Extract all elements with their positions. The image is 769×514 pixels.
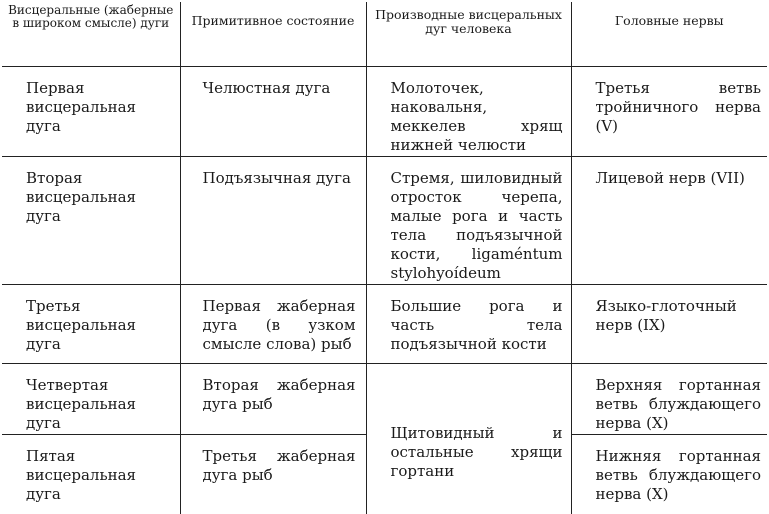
derivatives-text: Щитовидный и остальные хрящи гортани xyxy=(391,424,563,481)
derivatives-text: Большие рога и часть тела подъязычной кости xyxy=(391,297,563,354)
table-header xyxy=(2,2,767,67)
cell-primitive xyxy=(180,435,366,514)
cell-primitive xyxy=(180,285,366,364)
cell-arc xyxy=(2,157,180,285)
nerve-name: Нижняя гортанная ветвь блуждающего нерва (X) xyxy=(596,447,762,504)
cell-derivatives xyxy=(366,157,571,285)
derivatives-text: Стремя, шиловидный отросток черепа, малые рога и часть тела подъязычной кости, ligaméntum stylohyoídeum xyxy=(391,169,563,283)
cell-nerve xyxy=(571,285,767,364)
arc-name: Первая висцеральная дуга xyxy=(26,79,168,136)
table-row xyxy=(2,364,767,435)
cell-nerve xyxy=(571,364,767,435)
cell-primitive xyxy=(180,67,366,157)
table-row xyxy=(2,67,767,157)
arc-name: Четвертая висцеральная дуга xyxy=(26,376,168,433)
primitive-state: Третья жаберная дуга рыб xyxy=(203,447,356,485)
visceral-arches-table xyxy=(2,2,767,514)
arc-name: Пятая висцеральная дуга xyxy=(26,447,168,504)
cell-nerve xyxy=(571,435,767,514)
arc-name: Третья висцеральная дуга xyxy=(26,297,168,354)
cell-derivatives xyxy=(366,67,571,157)
cell-arc xyxy=(2,364,180,435)
nerve-name: Лицевой нерв (VII) xyxy=(596,169,762,188)
table-row xyxy=(2,285,767,364)
primitive-state: Первая жаберная дуга (в узком смысле слова) рыб xyxy=(203,297,356,354)
primitive-state: Челюстная дуга xyxy=(203,79,356,98)
cell-arc xyxy=(2,435,180,514)
header-row xyxy=(2,2,767,67)
header-cranial-nerves: Головные нервы xyxy=(571,2,767,67)
cell-nerve xyxy=(571,67,767,157)
header-primitive-state: Примитивное состояние xyxy=(180,2,366,67)
header-visceral-arches: Висцеральные (жаберные в широком смысле) дуги xyxy=(2,2,180,67)
nerve-name: Верхняя гортанная ветвь блуждающего нерва (X) xyxy=(596,376,762,433)
cell-arc xyxy=(2,285,180,364)
nerve-name: Языко-глоточный нерв (IX) xyxy=(596,297,762,335)
primitive-state: Подъязычная дуга xyxy=(203,169,356,188)
cell-derivatives xyxy=(366,285,571,364)
cell-derivatives-shared xyxy=(366,364,571,514)
cell-primitive xyxy=(180,157,366,285)
cell-primitive xyxy=(180,364,366,435)
header-human-derivatives: Производные висцеральных дуг человека xyxy=(366,2,571,67)
table-body xyxy=(2,67,767,514)
derivatives-text: Молоточек, наковальня, меккелев хрящ нижней челюсти xyxy=(391,79,563,155)
cell-nerve xyxy=(571,157,767,285)
cell-arc xyxy=(2,67,180,157)
arc-name: Вторая висцеральная дуга xyxy=(26,169,168,226)
nerve-name: Третья ветвь тройничного нерва (V) xyxy=(596,79,762,136)
table-row xyxy=(2,157,767,285)
primitive-state: Вторая жаберная дуга рыб xyxy=(203,376,356,414)
